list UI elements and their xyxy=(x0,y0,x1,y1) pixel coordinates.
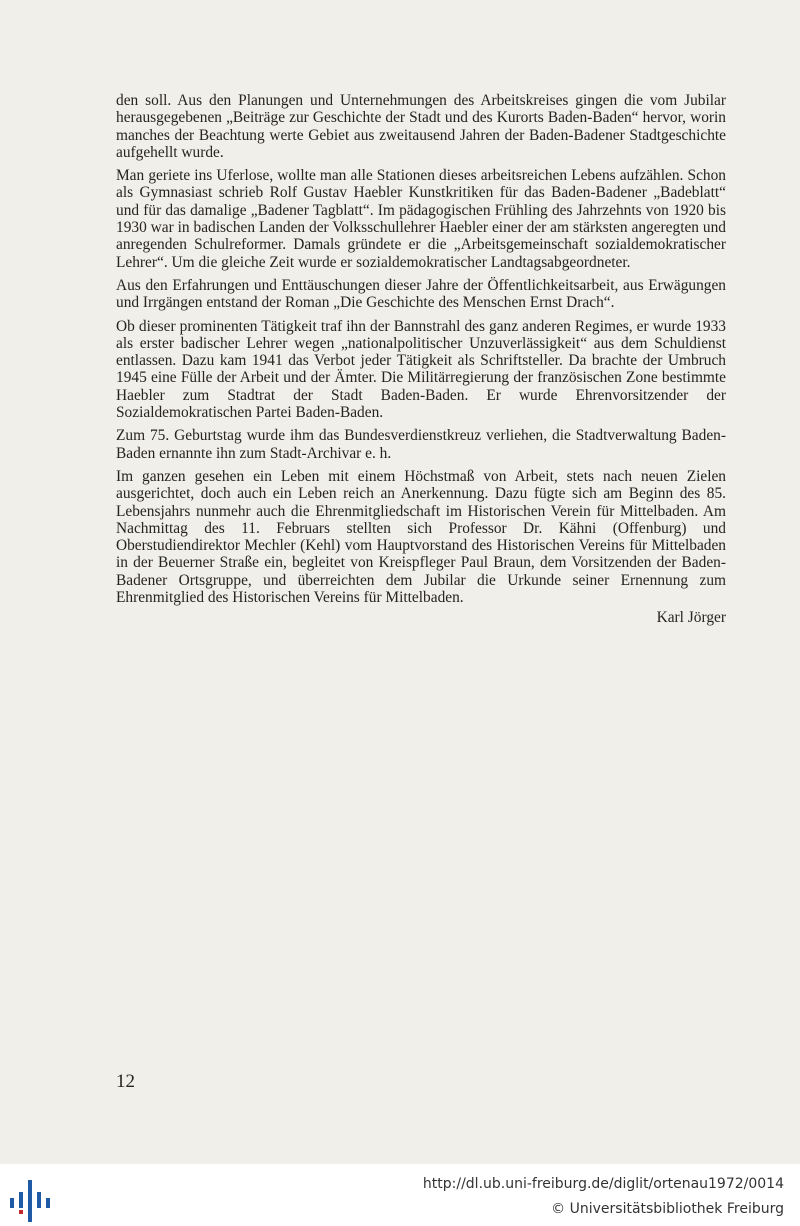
paragraph-2: Man geriete ins Uferlose, wollte man alle Stationen dieses arbeitsreichen Lebens aufzählen. Schon als Gymnasiast schrieb Rolf Gustav Haebler Kunstkritiken für das Baden-Badener „Badeblatt“ und für das damalige „Badener Tagblatt“. Im pädagogischen Frühling des Jahrzehnts von 1920 bis 1930 war in badischen Landen der Volksschullehrer Haebler einer der am stärksten angeregten und anregenden Schulreformer. Damals gründete er die „Arbeitsgemeinschaft sozialdemokratischer Lehrer“. Um die gleiche Zeit wurde er sozialdemokratischer Landtagsabgeordneter. xyxy=(116,167,726,271)
footer xyxy=(0,1164,800,1226)
paragraph-5: Zum 75. Geburtstag wurde ihm das Bundesverdienstkreuz verliehen, die Stadtverwaltung Baden-Baden ernannte ihn zum Stadt-Archivar e. h. xyxy=(116,427,726,462)
copyright-text: © Universitätsbibliothek Freiburg xyxy=(551,1201,784,1217)
paragraph-4: Ob dieser prominenten Tätigkeit traf ihn der Bannstrahl des ganz anderen Regimes, er wurde 1933 als erster badischer Lehrer wegen „nationalpolitischer Unzuverlässigkeit“ aus dem Schuldienst entlassen. Dazu kam 1941 das Verbot jeder Tätigkeit als Schriftsteller. Da brachte der Umbruch 1945 eine Fülle der Arbeit und der Ämter. Die Militärregierung der französischen Zone bestimmte Haebler zum Stadtrat der Stadt Baden-Baden. Er wurde Ehrenvorsitzender der Sozialdemokratischen Partei Baden-Baden. xyxy=(116,317,726,422)
article-body xyxy=(116,92,726,627)
paragraph-3: Aus den Erfahrungen und Enttäuschungen dieser Jahre der Öffentlichkeitsarbeit, aus Erwägungen und Irrgängen entstand der Roman „Die Geschichte des Menschen Ernst Drach“. xyxy=(116,276,726,312)
source-url-link[interactable]: http://dl.ub.uni-freiburg.de/diglit/ortenau1972/0014 xyxy=(422,1176,784,1192)
author-signature: Karl Jörger xyxy=(656,609,726,627)
paragraph-1: den soll. Aus den Planungen und Unternehmungen des Arbeitskreises gingen die vom Jubilar herausgegebenen „Beiträge zur Geschichte der Stadt und des Kurorts Baden-Baden“ hervor, worin manches der Beachtung werte Gebiet aus zweitausend Jahren der Baden-Badener Stadtgeschichte aufgehellt wurde. xyxy=(116,92,726,161)
paragraph-6: Im ganzen gesehen ein Leben mit einem Höchstmaß von Arbeit, stets nach neuen Zielen ausgerichtet, doch auch ein Leben reich an Anerkennung. Dazu fügte sich am Beginn des 85. Lebensjahrs nunmehr auch die Ehrenmitgliedschaft im Historischen Verein für Mittelbaden. Am Nachmittag des 11. Februars stellten sich Professor Dr. Kähni (Offenburg) und Oberstudiendirektor Mechler (Kehl) vom Hauptvorstand des Historischen Vereins für Mittelbaden in der Beuerner Straße ein, begleitet von Kreispfleger Paul Braun, dem Vorsitzenden der Baden-Badener Ortsgruppe, und überreichten dem Jubilar die Urkunde seiner Ernennung zum Ehrenmitglied des Historischen Vereins für Mittelbaden. xyxy=(116,467,726,607)
ub-freiburg-logo-icon xyxy=(8,1176,52,1224)
page-number: 12 xyxy=(116,1071,135,1092)
